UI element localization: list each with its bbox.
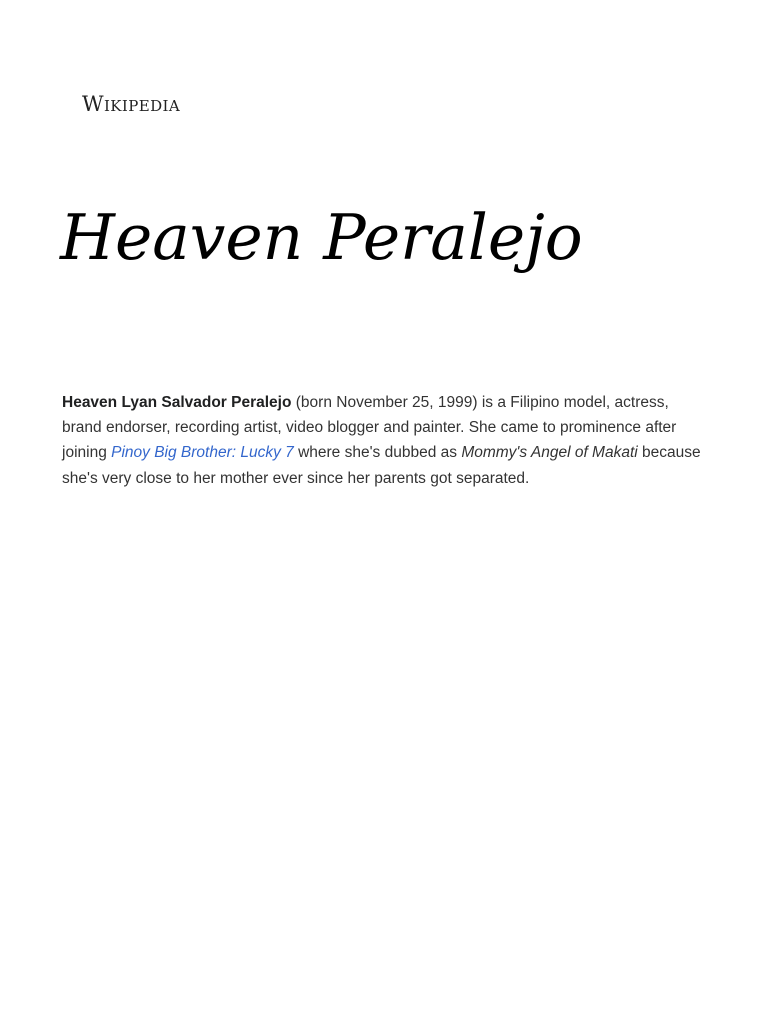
lead-paragraph [62, 390, 712, 491]
wikipedia-wordmark[interactable]: Wikipedia [82, 92, 181, 116]
page-title: Heaven Peralejo [60, 201, 583, 274]
lead-text-segment: where she's dubbed as [293, 444, 462, 462]
article-subject-name: Heaven Lyan Salvador Peralejo [62, 394, 292, 411]
nickname-text: Mommy's Angel of Makati [461, 444, 638, 462]
lead-text-segment: (born November 25, 1999) is a Filipino model, actress, brand endorser, recording artist, video blogger and painter. She came to prominence after joining [62, 394, 677, 462]
pinoy-big-brother-link[interactable]: Pinoy Big Brother: Lucky 7 [111, 444, 294, 462]
lead-text-segment: because she's very close to her mother ever since her parents got separated. [62, 444, 701, 487]
